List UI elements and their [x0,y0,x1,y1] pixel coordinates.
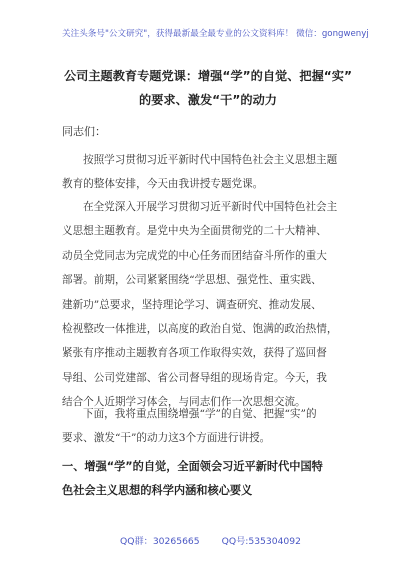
footer-qq-number: QQ号:535304092 [221,536,301,547]
paragraph-line: 部署。前期，公司紧紧围绕“学思想、强党性、重实践、 [62,274,322,287]
paragraph-line: 建新功”总要求，坚持理论学习、调查研究、推动发展、 [62,298,322,311]
paragraph-line: 义思想主题教育。是党中央为全面贯彻党的二十大精神、 [62,225,327,238]
paragraph-line: 按照学习贯彻习近平新时代中国特色社会主义思想主题 [83,154,338,166]
header-notice: 关注头条号"公文研究"，获得最新最全最专业的公文资料库！ 微信：gongwenyj [62,29,369,39]
paragraph-line: 要求、激发“干”的动力这3个方面进行讲授。 [62,432,271,445]
salutation: 同志们： [62,125,106,138]
document-title-line-2: 的要求、激发“干”的动力 [139,93,277,107]
paragraph-line: 导组、公司党建部、省公司督导组的现场肯定。今天，我 [62,371,327,384]
section-heading-line: 一、增强“学”的自觉，全面领会习近平新时代中国特 [62,460,323,473]
paragraph-3 [62,402,352,451]
paragraph-line: 动员全党同志为完成党的中心任务而团结奋斗所作的重大 [62,249,327,262]
footer-qq-group: QQ群：30265665 [120,536,200,547]
paragraph-line: 在全党深入开展学习贯彻习近平新时代中国特色社会主 [83,201,338,213]
footer [120,533,301,547]
paragraph-line: 教育的整体安排，今天由我讲授专题党课。 [62,178,264,191]
paragraph-1 [62,148,352,197]
paragraph-line: 紧张有序推动主题教育各项工作取得实效，获得了巡回督 [62,347,327,360]
paragraph-line: 下面，我将重点围绕增强“学”的自觉、把握“实”的 [83,408,317,420]
document-title-line-1: 公司主题教育专题党课：增强“学”的自觉、把握“实” [64,69,352,83]
paragraph-line: 检视整改一体推进，以高度的政治自觉、饱满的政治热情， [62,322,338,335]
paragraph-2 [62,195,352,415]
paragraph-line: 结合个人近期学习体会，与同志们作一次思想交流。 [62,396,306,409]
section-heading [62,455,352,504]
section-heading-line: 色社会主义思想的科学内涵和核心要义 [62,484,253,498]
